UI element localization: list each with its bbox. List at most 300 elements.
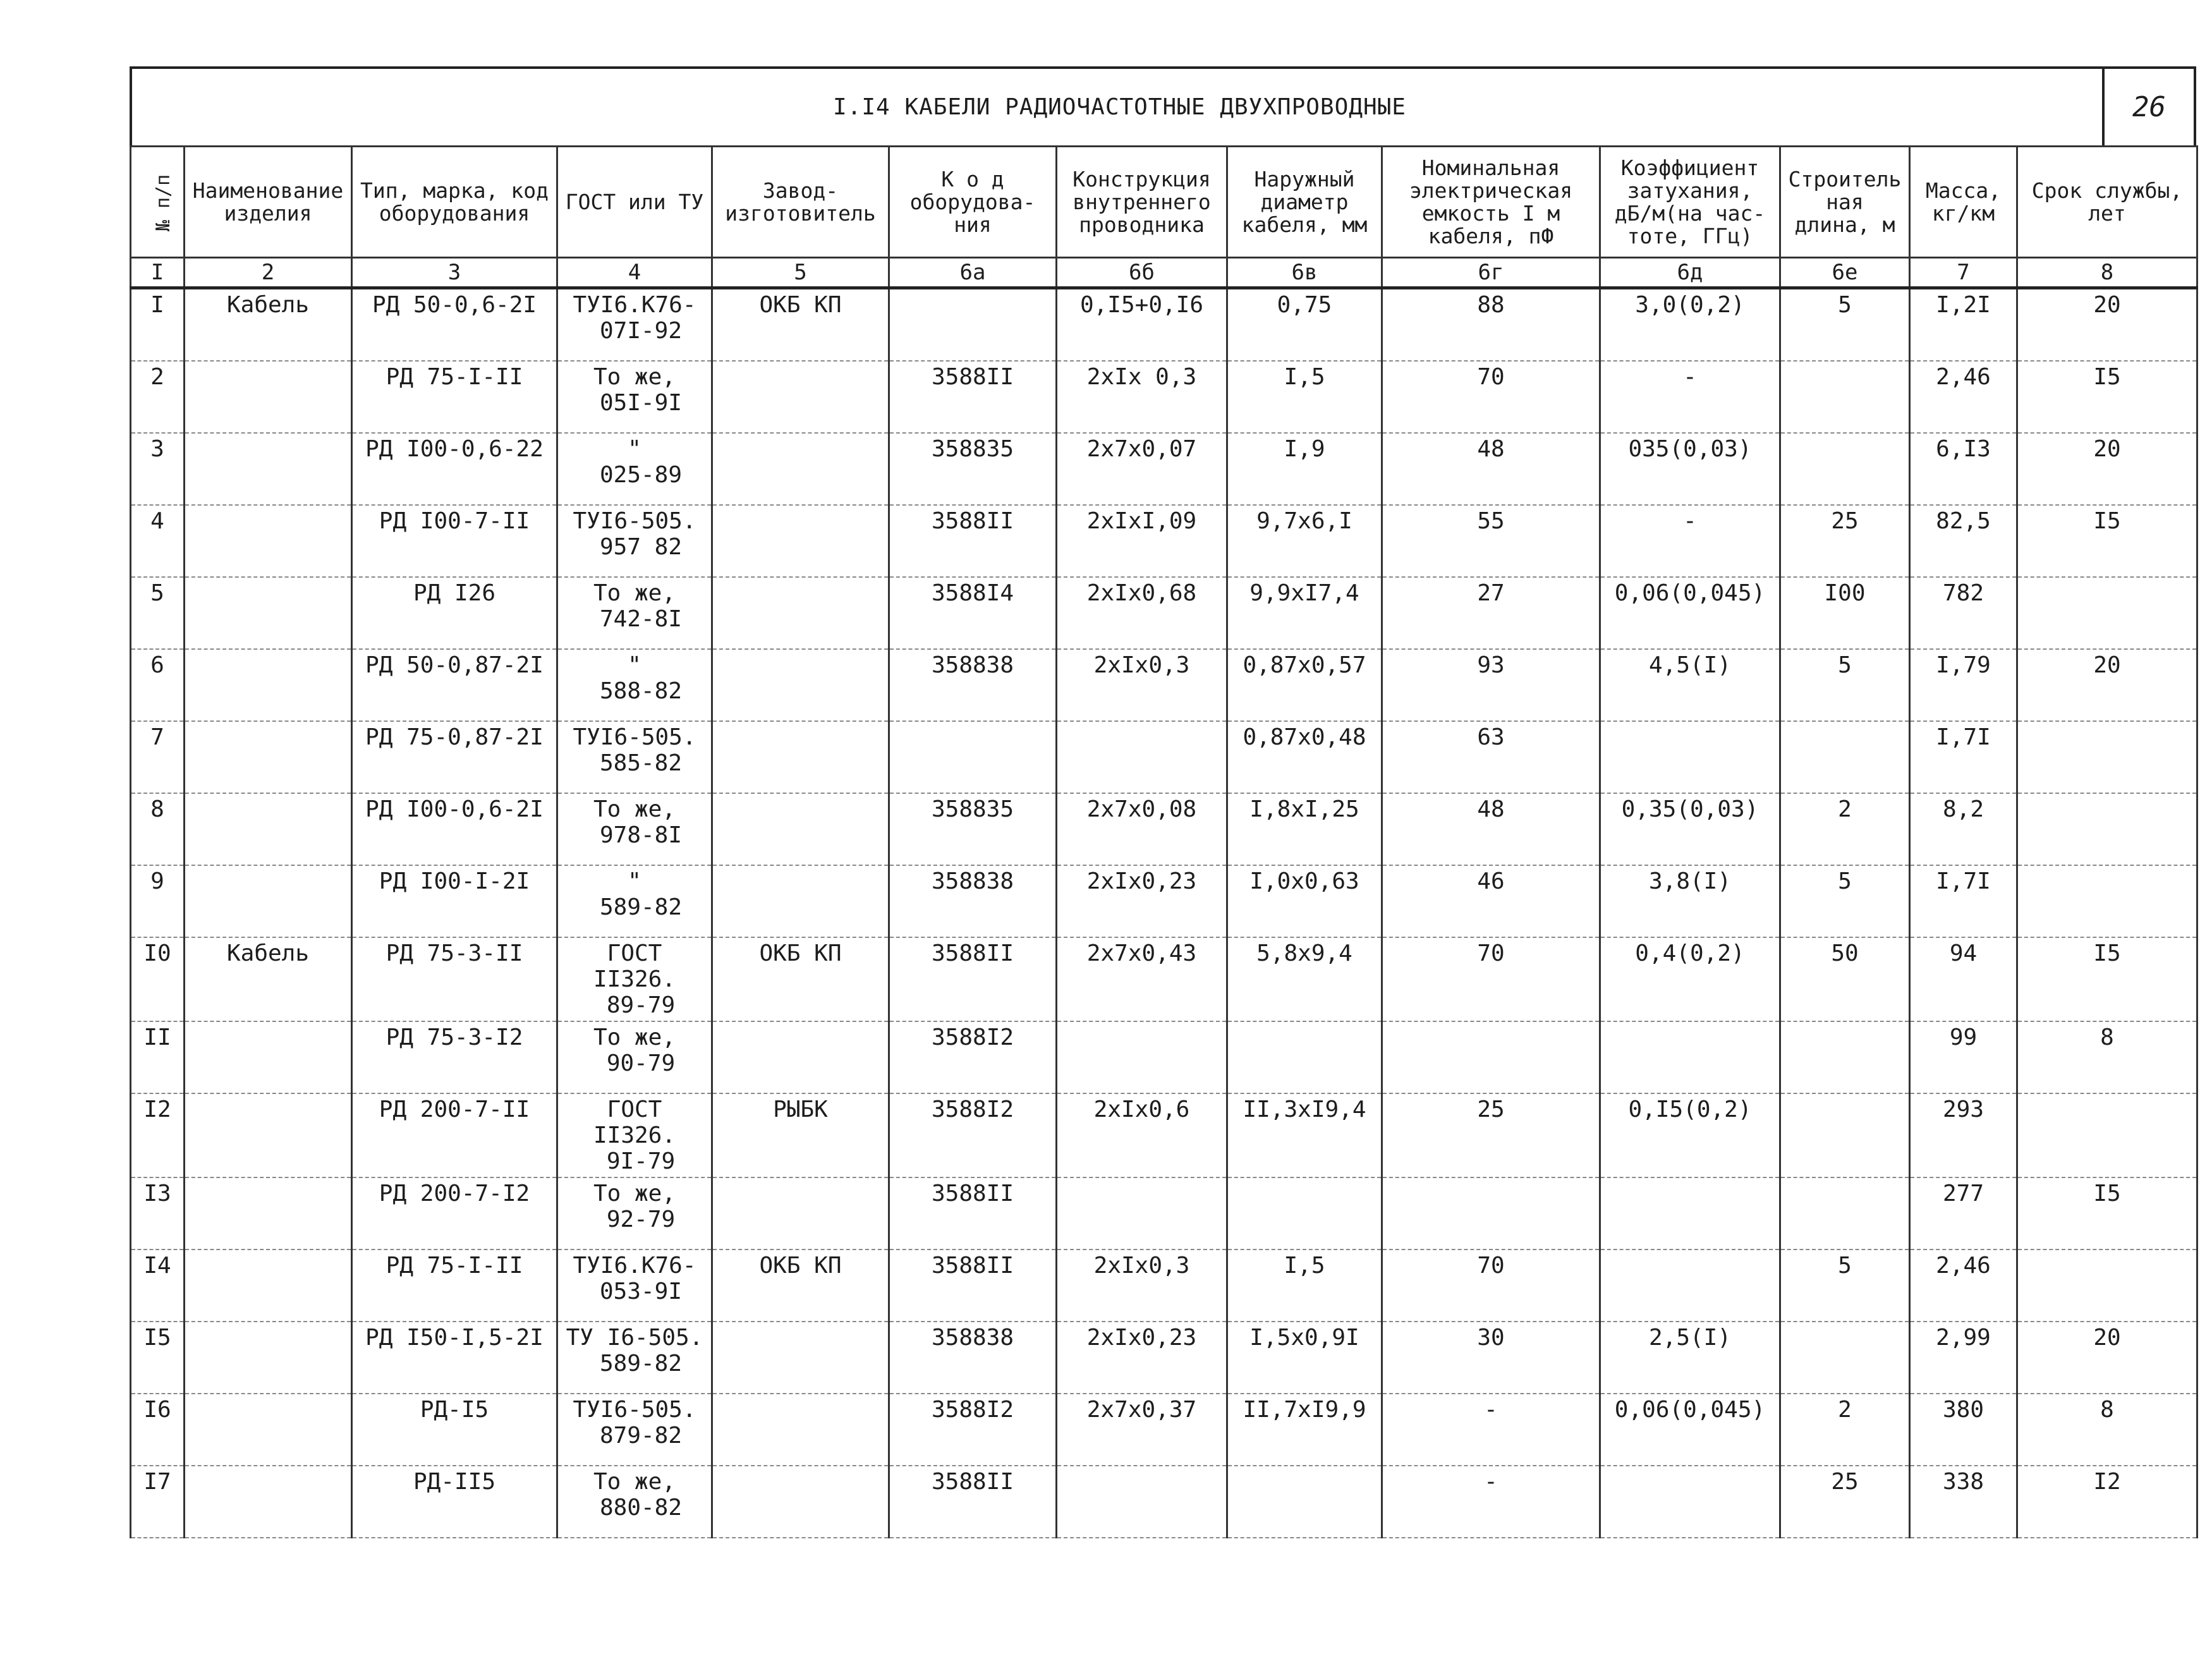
- conductor-cell: 2хIхI,09: [1057, 505, 1227, 577]
- mass-cell: 338: [1910, 1466, 2017, 1538]
- standard-cell: [557, 865, 712, 937]
- capacitance-cell: 63: [1382, 721, 1600, 793]
- cable-type-cell: РД 50-0,87-2I: [352, 649, 557, 721]
- manufacturer-cell: [712, 1177, 889, 1250]
- service-life-cell: 20: [2017, 649, 2197, 721]
- standard-cell: [557, 1394, 712, 1466]
- length-cell: 5: [1780, 865, 1910, 937]
- standard-line: ": [628, 868, 641, 894]
- mass-cell: 782: [1910, 577, 2017, 649]
- column-number: 6д: [1600, 258, 1780, 288]
- standard-number: 589-82: [599, 1351, 683, 1377]
- table-row: [131, 433, 2197, 505]
- equipment-code-cell: [889, 721, 1057, 793]
- table-title: I.I4 КАБЕЛИ РАДИОЧАСТОТНЫЕ ДВУХПРОВОДНЫЕ: [833, 94, 1406, 120]
- manufacturer-cell: [712, 1322, 889, 1394]
- standard-line: ТУI6-505.: [573, 508, 696, 534]
- row-number-cell: 7: [131, 721, 185, 793]
- cable-type-cell: РД 50-0,6-2I: [352, 288, 557, 362]
- table-row: [131, 577, 2197, 649]
- equipment-code-cell: 3588II: [889, 1466, 1057, 1538]
- standard-line: ТУI6-505.: [573, 724, 696, 750]
- cable-type-cell: РД 75-I-II: [352, 361, 557, 433]
- conductor-cell: [1057, 1021, 1227, 1093]
- cable-type-cell: РД 200-7-II: [352, 1093, 557, 1177]
- attenuation-cell: 2,5(I): [1600, 1322, 1780, 1394]
- equipment-code-cell: 3588II: [889, 505, 1057, 577]
- col-header-number: № п/п: [131, 147, 185, 258]
- equipment-code-cell: 3588I2: [889, 1021, 1057, 1093]
- product-name-cell: [185, 1322, 352, 1394]
- equipment-code-cell: 358838: [889, 1322, 1057, 1394]
- standard-number: 053-9I: [599, 1279, 683, 1304]
- conductor-cell: 2х7х0,07: [1057, 433, 1227, 505]
- length-cell: 5: [1780, 288, 1910, 362]
- table-row: [131, 1177, 2197, 1250]
- table-body: [131, 288, 2197, 1538]
- table-row: [131, 505, 2197, 577]
- attenuation-cell: [1600, 721, 1780, 793]
- column-number-row: [131, 258, 2197, 288]
- col-header-conductor: Конструкция внутреннего проводника: [1057, 147, 1227, 258]
- table-row: [131, 1021, 2197, 1093]
- standard-line: ТУI6-505.: [573, 1397, 696, 1423]
- outer-diameter-cell: 0,87х0,48: [1227, 721, 1382, 793]
- service-life-cell: 20: [2017, 1322, 2197, 1394]
- length-cell: [1780, 1021, 1910, 1093]
- mass-cell: 293: [1910, 1093, 2017, 1177]
- manufacturer-cell: [712, 433, 889, 505]
- standard-line: То же,: [593, 364, 676, 390]
- row-number-cell: I: [131, 288, 185, 362]
- standard-number: 589-82: [599, 894, 683, 920]
- conductor-cell: 2хIх0,3: [1057, 1250, 1227, 1322]
- standard-cell: [557, 577, 712, 649]
- length-cell: I00: [1780, 577, 1910, 649]
- table-row: [131, 649, 2197, 721]
- mass-cell: I,7I: [1910, 865, 2017, 937]
- manufacturer-cell: [712, 505, 889, 577]
- mass-cell: 6,I3: [1910, 433, 2017, 505]
- column-number: 6б: [1057, 258, 1227, 288]
- service-life-cell: [2017, 793, 2197, 865]
- attenuation-cell: 3,8(I): [1600, 865, 1780, 937]
- outer-diameter-cell: I,0х0,63: [1227, 865, 1382, 937]
- length-cell: [1780, 1093, 1910, 1177]
- standard-cell: [557, 433, 712, 505]
- row-number-cell: 2: [131, 361, 185, 433]
- service-life-cell: I5: [2017, 505, 2197, 577]
- service-life-cell: I5: [2017, 937, 2197, 1021]
- service-life-cell: [2017, 577, 2197, 649]
- col-header-type: Тип, марка, код оборудования: [352, 147, 557, 258]
- capacitance-cell: 55: [1382, 505, 1600, 577]
- table-row: [131, 1466, 2197, 1538]
- attenuation-cell: 0,06(0,045): [1600, 577, 1780, 649]
- length-cell: [1780, 361, 1910, 433]
- length-cell: 25: [1780, 1466, 1910, 1538]
- col-header-maker: Завод-изготовитель: [712, 147, 889, 258]
- outer-diameter-cell: 9,9хI7,4: [1227, 577, 1382, 649]
- capacitance-cell: 27: [1382, 577, 1600, 649]
- manufacturer-cell: [712, 1394, 889, 1466]
- standard-cell: [557, 721, 712, 793]
- attenuation-cell: 0,06(0,045): [1600, 1394, 1780, 1466]
- product-name-cell: [185, 1177, 352, 1250]
- product-name-cell: [185, 433, 352, 505]
- attenuation-cell: [1600, 1021, 1780, 1093]
- product-name-cell: [185, 1394, 352, 1466]
- outer-diameter-cell: 5,8х9,4: [1227, 937, 1382, 1021]
- capacitance-cell: 70: [1382, 361, 1600, 433]
- capacitance-cell: 93: [1382, 649, 1600, 721]
- cable-type-cell: РД-I5: [352, 1394, 557, 1466]
- cable-type-cell: РД 75-I-II: [352, 1250, 557, 1322]
- service-life-cell: I5: [2017, 361, 2197, 433]
- product-name-cell: [185, 1466, 352, 1538]
- standard-number: 07I-92: [599, 318, 683, 344]
- conductor-cell: 2х7х0,37: [1057, 1394, 1227, 1466]
- equipment-code-cell: 358838: [889, 865, 1057, 937]
- manufacturer-cell: ОКБ КП: [712, 1250, 889, 1322]
- length-cell: 2: [1780, 1394, 1910, 1466]
- length-cell: 50: [1780, 937, 1910, 1021]
- col-header-capacitance: Номинальная электрическая емкость I м кабеля, пФ: [1382, 147, 1600, 258]
- standard-line: ТУI6.К76-: [573, 292, 696, 318]
- outer-diameter-cell: 0,87х0,57: [1227, 649, 1382, 721]
- outer-diameter-cell: [1227, 1466, 1382, 1538]
- mass-cell: 2,46: [1910, 1250, 2017, 1322]
- standard-line: То же,: [593, 1469, 676, 1495]
- capacitance-cell: 48: [1382, 433, 1600, 505]
- product-name-cell: [185, 793, 352, 865]
- column-number: 6а: [889, 258, 1057, 288]
- manufacturer-cell: РЫБК: [712, 1093, 889, 1177]
- mass-cell: 2,99: [1910, 1322, 2017, 1394]
- standard-cell: [557, 288, 712, 362]
- standard-number: 05I-9I: [599, 390, 683, 416]
- mass-cell: 82,5: [1910, 505, 2017, 577]
- service-life-cell: 8: [2017, 1394, 2197, 1466]
- outer-diameter-cell: II,7хI9,9: [1227, 1394, 1382, 1466]
- row-number-cell: 5: [131, 577, 185, 649]
- product-name-cell: [185, 721, 352, 793]
- mass-cell: I,79: [1910, 649, 2017, 721]
- product-name-cell: Кабель: [185, 937, 352, 1021]
- equipment-code-cell: 3588II: [889, 1177, 1057, 1250]
- standard-number: 978-8I: [599, 822, 683, 848]
- attenuation-cell: [1600, 1466, 1780, 1538]
- standard-cell: [557, 1322, 712, 1394]
- conductor-cell: [1057, 1466, 1227, 1538]
- table-row: [131, 721, 2197, 793]
- col-header-code: К о д оборудова-ния: [889, 147, 1057, 258]
- column-number: 3: [352, 258, 557, 288]
- column-number: 6в: [1227, 258, 1382, 288]
- mass-cell: I,7I: [1910, 721, 2017, 793]
- manufacturer-cell: [712, 1021, 889, 1093]
- equipment-code-cell: [889, 288, 1057, 362]
- length-cell: 2: [1780, 793, 1910, 865]
- column-number: 6е: [1780, 258, 1910, 288]
- col-header-life: Срок службы, лет: [2017, 147, 2197, 258]
- row-number-cell: I2: [131, 1093, 185, 1177]
- attenuation-cell: 0,35(0,03): [1600, 793, 1780, 865]
- standard-number: 90-79: [606, 1050, 676, 1076]
- capacitance-cell: 70: [1382, 937, 1600, 1021]
- standard-cell: [557, 1466, 712, 1538]
- row-number-cell: I7: [131, 1466, 185, 1538]
- title-row: [130, 66, 2196, 145]
- standard-number: 879-82: [599, 1423, 683, 1449]
- standard-cell: [557, 1177, 712, 1250]
- attenuation-cell: 0,4(0,2): [1600, 937, 1780, 1021]
- service-life-cell: [2017, 721, 2197, 793]
- equipment-code-cell: 358835: [889, 793, 1057, 865]
- header-row: [131, 147, 2197, 258]
- attenuation-cell: 3,0(0,2): [1600, 288, 1780, 362]
- service-life-cell: [2017, 865, 2197, 937]
- attenuation-cell: -: [1600, 361, 1780, 433]
- attenuation-cell: [1600, 1177, 1780, 1250]
- attenuation-cell: 4,5(I): [1600, 649, 1780, 721]
- col-header-length: Строитель ная длина, м: [1780, 147, 1910, 258]
- standard-cell: [557, 361, 712, 433]
- standard-line: То же,: [593, 1181, 676, 1207]
- length-cell: [1780, 1177, 1910, 1250]
- product-name-cell: [185, 1093, 352, 1177]
- conductor-cell: 2хIх0,6: [1057, 1093, 1227, 1177]
- length-cell: 5: [1780, 649, 1910, 721]
- capacitance-cell: 70: [1382, 1250, 1600, 1322]
- length-cell: [1780, 721, 1910, 793]
- attenuation-cell: 0,I5(0,2): [1600, 1093, 1780, 1177]
- product-name-cell: [185, 1021, 352, 1093]
- conductor-cell: 2хIх0,68: [1057, 577, 1227, 649]
- outer-diameter-cell: [1227, 1021, 1382, 1093]
- col-header-mass: Масса, кг/км: [1910, 147, 2017, 258]
- mass-cell: 8,2: [1910, 793, 2017, 865]
- standard-line: То же,: [593, 1025, 676, 1050]
- cable-type-cell: РД I00-I-2I: [352, 865, 557, 937]
- standard-cell: [557, 649, 712, 721]
- col-header-diameter: Наружный диаметр кабеля, мм: [1227, 147, 1382, 258]
- conductor-cell: 2хIх0,23: [1057, 1322, 1227, 1394]
- length-cell: [1780, 433, 1910, 505]
- standard-number: 957 82: [599, 534, 683, 560]
- cable-type-cell: РД I00-0,6-22: [352, 433, 557, 505]
- outer-diameter-cell: I,8хI,25: [1227, 793, 1382, 865]
- cable-type-cell: РД I50-I,5-2I: [352, 1322, 557, 1394]
- capacitance-cell: -: [1382, 1466, 1600, 1538]
- conductor-cell: [1057, 721, 1227, 793]
- column-number: 6г: [1382, 258, 1600, 288]
- cable-type-cell: РД 75-3-II: [352, 937, 557, 1021]
- outer-diameter-cell: I,5х0,9I: [1227, 1322, 1382, 1394]
- column-number: 4: [557, 258, 712, 288]
- standard-number: 92-79: [606, 1207, 676, 1232]
- service-life-cell: [2017, 1093, 2197, 1177]
- table-row: [131, 288, 2197, 362]
- equipment-code-cell: 3588II: [889, 1250, 1057, 1322]
- standard-line: ": [628, 652, 641, 678]
- standard-number: 9I-79: [606, 1148, 676, 1174]
- conductor-cell: 2хIх 0,3: [1057, 361, 1227, 433]
- standard-line: ГОСТ II326.: [593, 940, 676, 992]
- standard-number: 89-79: [606, 992, 676, 1018]
- standard-line: ": [628, 436, 641, 462]
- standard-line: ТУI6.К76-: [573, 1253, 696, 1279]
- document-sheet: [130, 66, 2196, 1564]
- capacitance-cell: 46: [1382, 865, 1600, 937]
- capacitance-cell: 30: [1382, 1322, 1600, 1394]
- product-name-cell: [185, 361, 352, 433]
- conductor-cell: 2хIх0,23: [1057, 865, 1227, 937]
- col-header-attenuation: Коэффициент затухания, дБ/м(на час-тоте, ГГц): [1600, 147, 1780, 258]
- attenuation-cell: 035(0,03): [1600, 433, 1780, 505]
- product-name-cell: [185, 865, 352, 937]
- row-number-cell: II: [131, 1021, 185, 1093]
- mass-cell: 277: [1910, 1177, 2017, 1250]
- equipment-code-cell: 3588I4: [889, 577, 1057, 649]
- mass-cell: 380: [1910, 1394, 2017, 1466]
- standard-cell: [557, 793, 712, 865]
- cable-type-cell: РД 75-3-I2: [352, 1021, 557, 1093]
- capacitance-cell: 48: [1382, 793, 1600, 865]
- manufacturer-cell: [712, 577, 889, 649]
- product-name-cell: [185, 577, 352, 649]
- column-number: 7: [1910, 258, 2017, 288]
- outer-diameter-cell: I,5: [1227, 1250, 1382, 1322]
- outer-diameter-cell: I,5: [1227, 361, 1382, 433]
- cable-type-cell: РД-II5: [352, 1466, 557, 1538]
- table-row: [131, 865, 2197, 937]
- standard-cell: [557, 505, 712, 577]
- length-cell: 25: [1780, 505, 1910, 577]
- row-number-cell: I0: [131, 937, 185, 1021]
- row-number-cell: 8: [131, 793, 185, 865]
- mass-cell: 94: [1910, 937, 2017, 1021]
- standard-cell: [557, 1021, 712, 1093]
- row-number-cell: I5: [131, 1322, 185, 1394]
- table-row: [131, 1250, 2197, 1322]
- mass-cell: I,2I: [1910, 288, 2017, 362]
- conductor-cell: 2х7х0,08: [1057, 793, 1227, 865]
- equipment-code-cell: 3588II: [889, 361, 1057, 433]
- cable-type-cell: РД I26: [352, 577, 557, 649]
- standard-number: 585-82: [599, 750, 683, 776]
- service-life-cell: [2017, 1250, 2197, 1322]
- outer-diameter-cell: [1227, 1177, 1382, 1250]
- col-header-gost: ГОСТ или ТУ: [557, 147, 712, 258]
- outer-diameter-cell: II,3хI9,4: [1227, 1093, 1382, 1177]
- cable-type-cell: РД I00-0,6-2I: [352, 793, 557, 865]
- row-number-cell: I6: [131, 1394, 185, 1466]
- cable-type-cell: РД 75-0,87-2I: [352, 721, 557, 793]
- conductor-cell: 0,I5+0,I6: [1057, 288, 1227, 362]
- capacitance-cell: 25: [1382, 1093, 1600, 1177]
- service-life-cell: I2: [2017, 1466, 2197, 1538]
- capacitance-cell: [1382, 1021, 1600, 1093]
- standard-line: То же,: [593, 580, 676, 606]
- column-number: I: [131, 258, 185, 288]
- conductor-cell: [1057, 1177, 1227, 1250]
- row-number-cell: 3: [131, 433, 185, 505]
- manufacturer-cell: [712, 361, 889, 433]
- manufacturer-cell: [712, 793, 889, 865]
- outer-diameter-cell: 9,7х6,I: [1227, 505, 1382, 577]
- service-life-cell: 8: [2017, 1021, 2197, 1093]
- length-cell: [1780, 1322, 1910, 1394]
- manufacturer-cell: ОКБ КП: [712, 288, 889, 362]
- page-number: 26: [2102, 69, 2194, 145]
- cable-table: [130, 145, 2198, 1538]
- standard-line: ГОСТ II326.: [593, 1097, 676, 1148]
- conductor-cell: 2хIх0,3: [1057, 649, 1227, 721]
- product-name-cell: Кабель: [185, 288, 352, 362]
- product-name-cell: [185, 505, 352, 577]
- mass-cell: 99: [1910, 1021, 2017, 1093]
- standard-cell: [557, 937, 712, 1021]
- outer-diameter-cell: 0,75: [1227, 288, 1382, 362]
- manufacturer-cell: [712, 1466, 889, 1538]
- standard-cell: [557, 1250, 712, 1322]
- manufacturer-cell: ОКБ КП: [712, 937, 889, 1021]
- table-row: [131, 937, 2197, 1021]
- equipment-code-cell: 3588I2: [889, 1093, 1057, 1177]
- row-number-cell: 9: [131, 865, 185, 937]
- col-header-name: Наименование изделия: [185, 147, 352, 258]
- standard-number: 880-82: [599, 1495, 683, 1521]
- product-name-cell: [185, 649, 352, 721]
- row-number-cell: I3: [131, 1177, 185, 1250]
- capacitance-cell: [1382, 1177, 1600, 1250]
- standard-cell: [557, 1093, 712, 1177]
- column-number: 2: [185, 258, 352, 288]
- table-row: [131, 361, 2197, 433]
- service-life-cell: 20: [2017, 288, 2197, 362]
- table-row: [131, 793, 2197, 865]
- cable-type-cell: РД I00-7-II: [352, 505, 557, 577]
- standard-number: 742-8I: [599, 606, 683, 632]
- standard-line: ТУ I6-505.: [566, 1325, 703, 1351]
- attenuation-cell: [1600, 1250, 1780, 1322]
- equipment-code-cell: 358835: [889, 433, 1057, 505]
- table-row: [131, 1093, 2197, 1177]
- outer-diameter-cell: I,9: [1227, 433, 1382, 505]
- table-row: [131, 1394, 2197, 1466]
- length-cell: 5: [1780, 1250, 1910, 1322]
- manufacturer-cell: [712, 649, 889, 721]
- table-row: [131, 1322, 2197, 1394]
- service-life-cell: I5: [2017, 1177, 2197, 1250]
- conductor-cell: 2х7х0,43: [1057, 937, 1227, 1021]
- column-number: 8: [2017, 258, 2197, 288]
- cable-type-cell: РД 200-7-I2: [352, 1177, 557, 1250]
- row-number-cell: I4: [131, 1250, 185, 1322]
- capacitance-cell: 88: [1382, 288, 1600, 362]
- row-number-cell: 6: [131, 649, 185, 721]
- standard-number: 025-89: [599, 462, 683, 488]
- standard-line: То же,: [593, 796, 676, 822]
- row-number-cell: 4: [131, 505, 185, 577]
- product-name-cell: [185, 1250, 352, 1322]
- standard-number: 588-82: [599, 678, 683, 704]
- equipment-code-cell: 3588I2: [889, 1394, 1057, 1466]
- attenuation-cell: -: [1600, 505, 1780, 577]
- manufacturer-cell: [712, 865, 889, 937]
- equipment-code-cell: 358838: [889, 649, 1057, 721]
